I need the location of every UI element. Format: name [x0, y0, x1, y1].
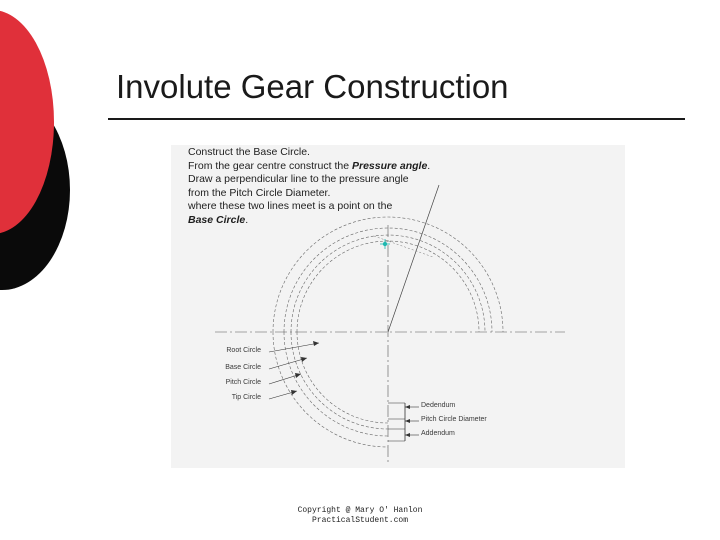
- instruction-line-4: from the Pitch Circle Diameter.: [188, 186, 331, 199]
- dedendum-label: Dedendum: [421, 402, 456, 409]
- addendum-label: Addendum: [421, 430, 455, 437]
- construction-instructions: [188, 146, 430, 228]
- gear-construction-figure: [171, 145, 625, 468]
- title-divider: [108, 118, 685, 120]
- pitch-circle-arc-lower: [284, 332, 388, 436]
- footer-copyright: [0, 506, 720, 526]
- instruction-line-5: where these two lines meet is a point on the: [188, 200, 393, 213]
- base-circle-leader: [269, 358, 307, 369]
- root-circle-leader: [269, 343, 319, 352]
- instruction-line-3: Draw a perpendicular line to the pressure angle: [188, 173, 409, 186]
- pitch-circle-label: Pitch Circle: [225, 379, 261, 386]
- slide-title: Involute Gear Construction: [116, 68, 509, 105]
- pitch-diameter-label: Pitch Circle Diameter: [421, 416, 487, 423]
- decorative-circles: [0, 0, 80, 290]
- root-circle-arc-lower: [297, 332, 388, 423]
- copyright-text: Copyright @ Mary O' Hanlon: [297, 506, 423, 515]
- instruction-line-6: Base Circle.: [188, 213, 249, 226]
- base-circle-arc-lower: [291, 332, 388, 429]
- root-circle-label: Root Circle: [226, 347, 261, 354]
- instruction-line-1: Construct the Base Circle.: [188, 146, 310, 158]
- perpendicular-line: [374, 236, 433, 257]
- base-circle-label: Base Circle: [225, 364, 261, 371]
- instruction-line-2: From the gear centre construct the Pressure angle.: [188, 159, 431, 172]
- tip-circle-label: Tip Circle: [231, 394, 261, 401]
- site-text: PracticalStudent.com: [311, 516, 408, 525]
- tip-circle-arc-lower: [273, 332, 388, 447]
